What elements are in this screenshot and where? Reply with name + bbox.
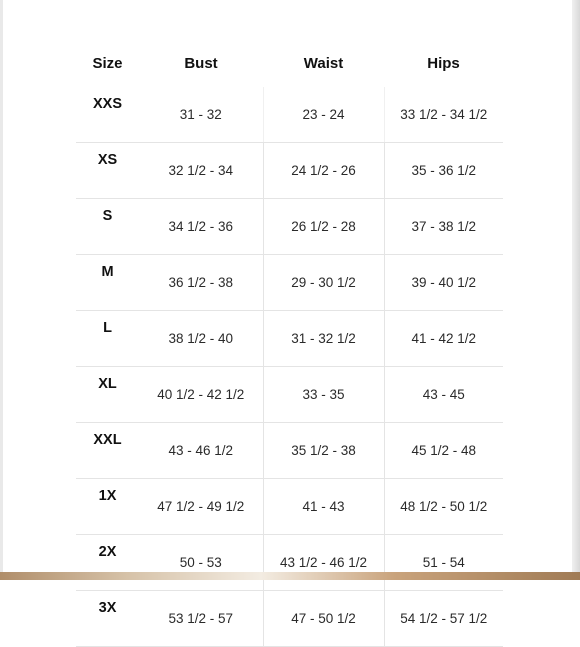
table-row: [76, 535, 503, 591]
table-row: [76, 591, 503, 647]
size-cell: XL: [76, 367, 139, 423]
hips-cell: 54 1/2 - 57 1/2: [384, 591, 503, 647]
table-row: [76, 311, 503, 367]
size-cell: 2X: [76, 535, 139, 591]
hips-cell: 45 1/2 - 48: [384, 423, 503, 479]
size-cell: XS: [76, 143, 139, 199]
waist-cell: 31 - 32 1/2: [263, 311, 384, 367]
size-cell: L: [76, 311, 139, 367]
size-cell: S: [76, 199, 139, 255]
hips-cell: 51 - 54: [384, 535, 503, 591]
table-row: [76, 199, 503, 255]
bust-cell: 34 1/2 - 36: [139, 199, 263, 255]
size-cell: 3X: [76, 591, 139, 647]
bust-cell: 38 1/2 - 40: [139, 311, 263, 367]
left-edge-shadow: [0, 0, 3, 572]
bust-cell: 47 1/2 - 49 1/2: [139, 479, 263, 535]
waist-cell: 29 - 30 1/2: [263, 255, 384, 311]
hips-cell: 39 - 40 1/2: [384, 255, 503, 311]
bust-cell: 43 - 46 1/2: [139, 423, 263, 479]
waist-cell: 26 1/2 - 28: [263, 199, 384, 255]
hips-cell: 48 1/2 - 50 1/2: [384, 479, 503, 535]
hips-cell: 41 - 42 1/2: [384, 311, 503, 367]
table-row: [76, 87, 503, 143]
hips-cell: 35 - 36 1/2: [384, 143, 503, 199]
size-cell: XXS: [76, 87, 139, 143]
bust-cell: 50 - 53: [139, 535, 263, 591]
table-row: [76, 143, 503, 199]
waist-cell: 24 1/2 - 26: [263, 143, 384, 199]
size-chart-header: [76, 40, 503, 87]
waist-cell: 41 - 43: [263, 479, 384, 535]
right-edge-shadow: [572, 0, 580, 572]
hips-cell: 43 - 45: [384, 367, 503, 423]
waist-cell: 33 - 35: [263, 367, 384, 423]
waist-cell: 35 1/2 - 38: [263, 423, 384, 479]
bust-cell: 53 1/2 - 57: [139, 591, 263, 647]
size-cell: M: [76, 255, 139, 311]
header-row: [76, 40, 503, 87]
size-chart-body: [76, 87, 503, 647]
bust-cell: 36 1/2 - 38: [139, 255, 263, 311]
size-cell: XXL: [76, 423, 139, 479]
waist-cell: 43 1/2 - 46 1/2: [263, 535, 384, 591]
hips-cell: 37 - 38 1/2: [384, 199, 503, 255]
bust-cell: 32 1/2 - 34: [139, 143, 263, 199]
header-hips: Hips: [427, 55, 460, 72]
size-chart-table: [76, 40, 503, 647]
header-size: Size: [92, 55, 123, 72]
header-bust: Bust: [184, 55, 218, 72]
table-row: [76, 367, 503, 423]
hips-cell: 33 1/2 - 34 1/2: [384, 87, 503, 143]
table-row: [76, 255, 503, 311]
waist-cell: 23 - 24: [263, 87, 384, 143]
table-row: [76, 479, 503, 535]
bust-cell: 31 - 32: [139, 87, 263, 143]
table-row: [76, 423, 503, 479]
size-cell: 1X: [76, 479, 139, 535]
bottom-photo-strip: [0, 572, 580, 580]
waist-cell: 47 - 50 1/2: [263, 591, 384, 647]
header-waist: Waist: [303, 55, 344, 72]
bust-cell: 40 1/2 - 42 1/2: [139, 367, 263, 423]
